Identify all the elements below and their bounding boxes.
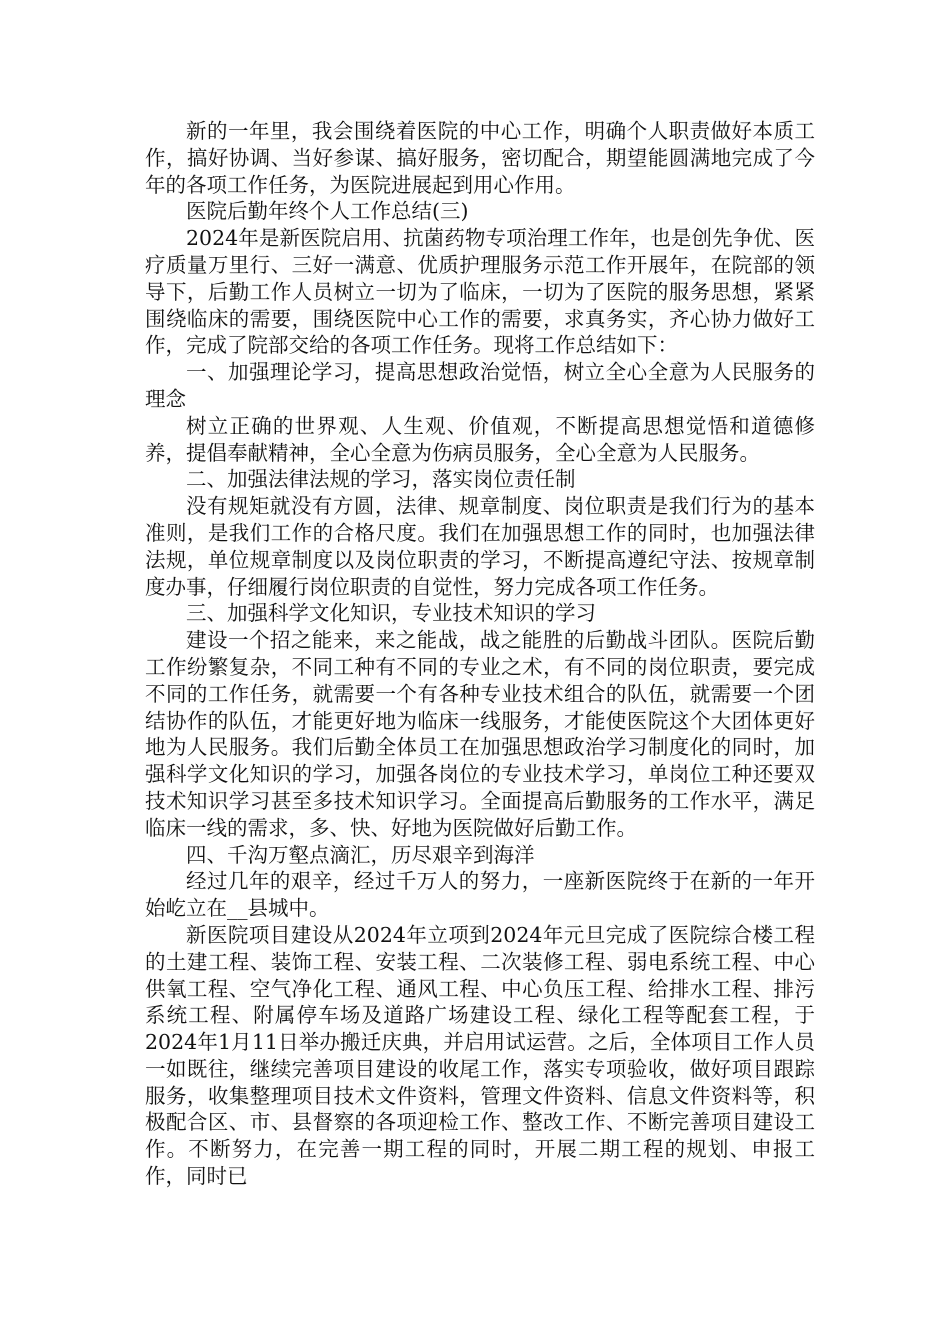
paragraph: 新医院项目建设从2024年立项到2024年元旦完成了医院综合楼工程的土建工程、装饰工程、安装工程、二次装修工程、弱电系统工程、中心供氧工程、空气净化工程、通风工程、中心负压工程、给排水工程、排污系统工程、附属停车场及道路广场建设工程、绿化工程等配套工程，于2024年1月11日举办搬迁庆典，并启用试运营。之后，全体项目工作人员一如既往，继续完善项目建设的收尾工作，落实专项验收，做好项目跟踪服务，收集整理项目技术文件资料，管理文件资料、信息文件资料等，积极配合区、市、县督察的各项迎检工作、整改工作、不断完善项目建设工作。不断努力，在完善一期工程的同时，开展二期工程的规划、申报工作，同时已: [145, 922, 815, 1189]
paragraph: 2024年是新医院启用、抗菌药物专项治理工作年，也是创先争优、医疗质量万里行、三好一满意、优质护理服务示范工作开展年，在院部的领导下，后勤工作人员树立一切为了临床，一切为了医院的服务思想，紧紧围绕临床的需要，围绕医院中心工作的需要，求真务实，齐心协力做好工作，完成了院部交给的各项工作任务。现将工作总结如下：: [145, 226, 815, 358]
paragraph: 新的一年里，我会围绕着医院的中心工作，明确个人职责做好本质工作，搞好协调、当好参谋、搞好服务，密切配合，期望能圆满地完成了今年的各项工作任务，为医院进展起到用心作用。: [145, 119, 815, 197]
section-heading: 三、加强科学文化知识，专业技术知识的学习: [186, 601, 596, 626]
section-heading: 二、加强法律法规的学习，落实岗位责任制: [186, 467, 576, 492]
section-title: 医院后勤年终个人工作总结(三): [186, 199, 469, 224]
paragraph: 树立正确的世界观、人生观、价值观，不断提高思想觉悟和道德修养，提倡奉献精神，全心全意为伤病员服务，全心全意为人民服务。: [145, 413, 815, 465]
section-heading: 四、千沟万壑点滴汇，历尽艰辛到海洋: [186, 842, 535, 867]
document-body: [145, 118, 815, 1190]
paragraph: 没有规矩就没有方圆，法律、规章制度、岗位职责是我们行为的基本准则，是我们工作的合格尺度。我们在加强思想工作的同时，也加强法律法规，单位规章制度以及岗位职责的学习，不断提高遵纪守法、按规章制度办事，仔细履行岗位职责的自觉性，努力完成各项工作任务。: [145, 494, 815, 599]
paragraph: 建设一个招之能来，来之能战，战之能胜的后勤战斗团队。医院后勤工作纷繁复杂，不同工种有不同的专业之术，有不同的岗位职责，要完成不同的工作任务，就需要一个有各种专业技术组合的队伍，就需要一个团结协作的队伍，才能更好地为临床一线服务，才能使医院这个大团体更好地为人民服务。我们后勤全体员工在加强思想政治学习制度化的同时，加强科学文化知识的学习，加强各岗位的专业技术学习，单岗位工种还要双技术知识学习甚至多技术知识学习。全面提高后勤服务的工作水平，满足临床一线的需求，多、快、好地为医院做好后勤工作。: [145, 628, 815, 840]
section-heading: 一、加强理论学习，提高思想政治觉悟，树立全心全意为人民服务的理念: [145, 360, 815, 411]
paragraph: 经过几年的艰辛，经过千万人的努力，一座新医院终于在新的一年开始屹立在__县城中。: [145, 869, 815, 921]
